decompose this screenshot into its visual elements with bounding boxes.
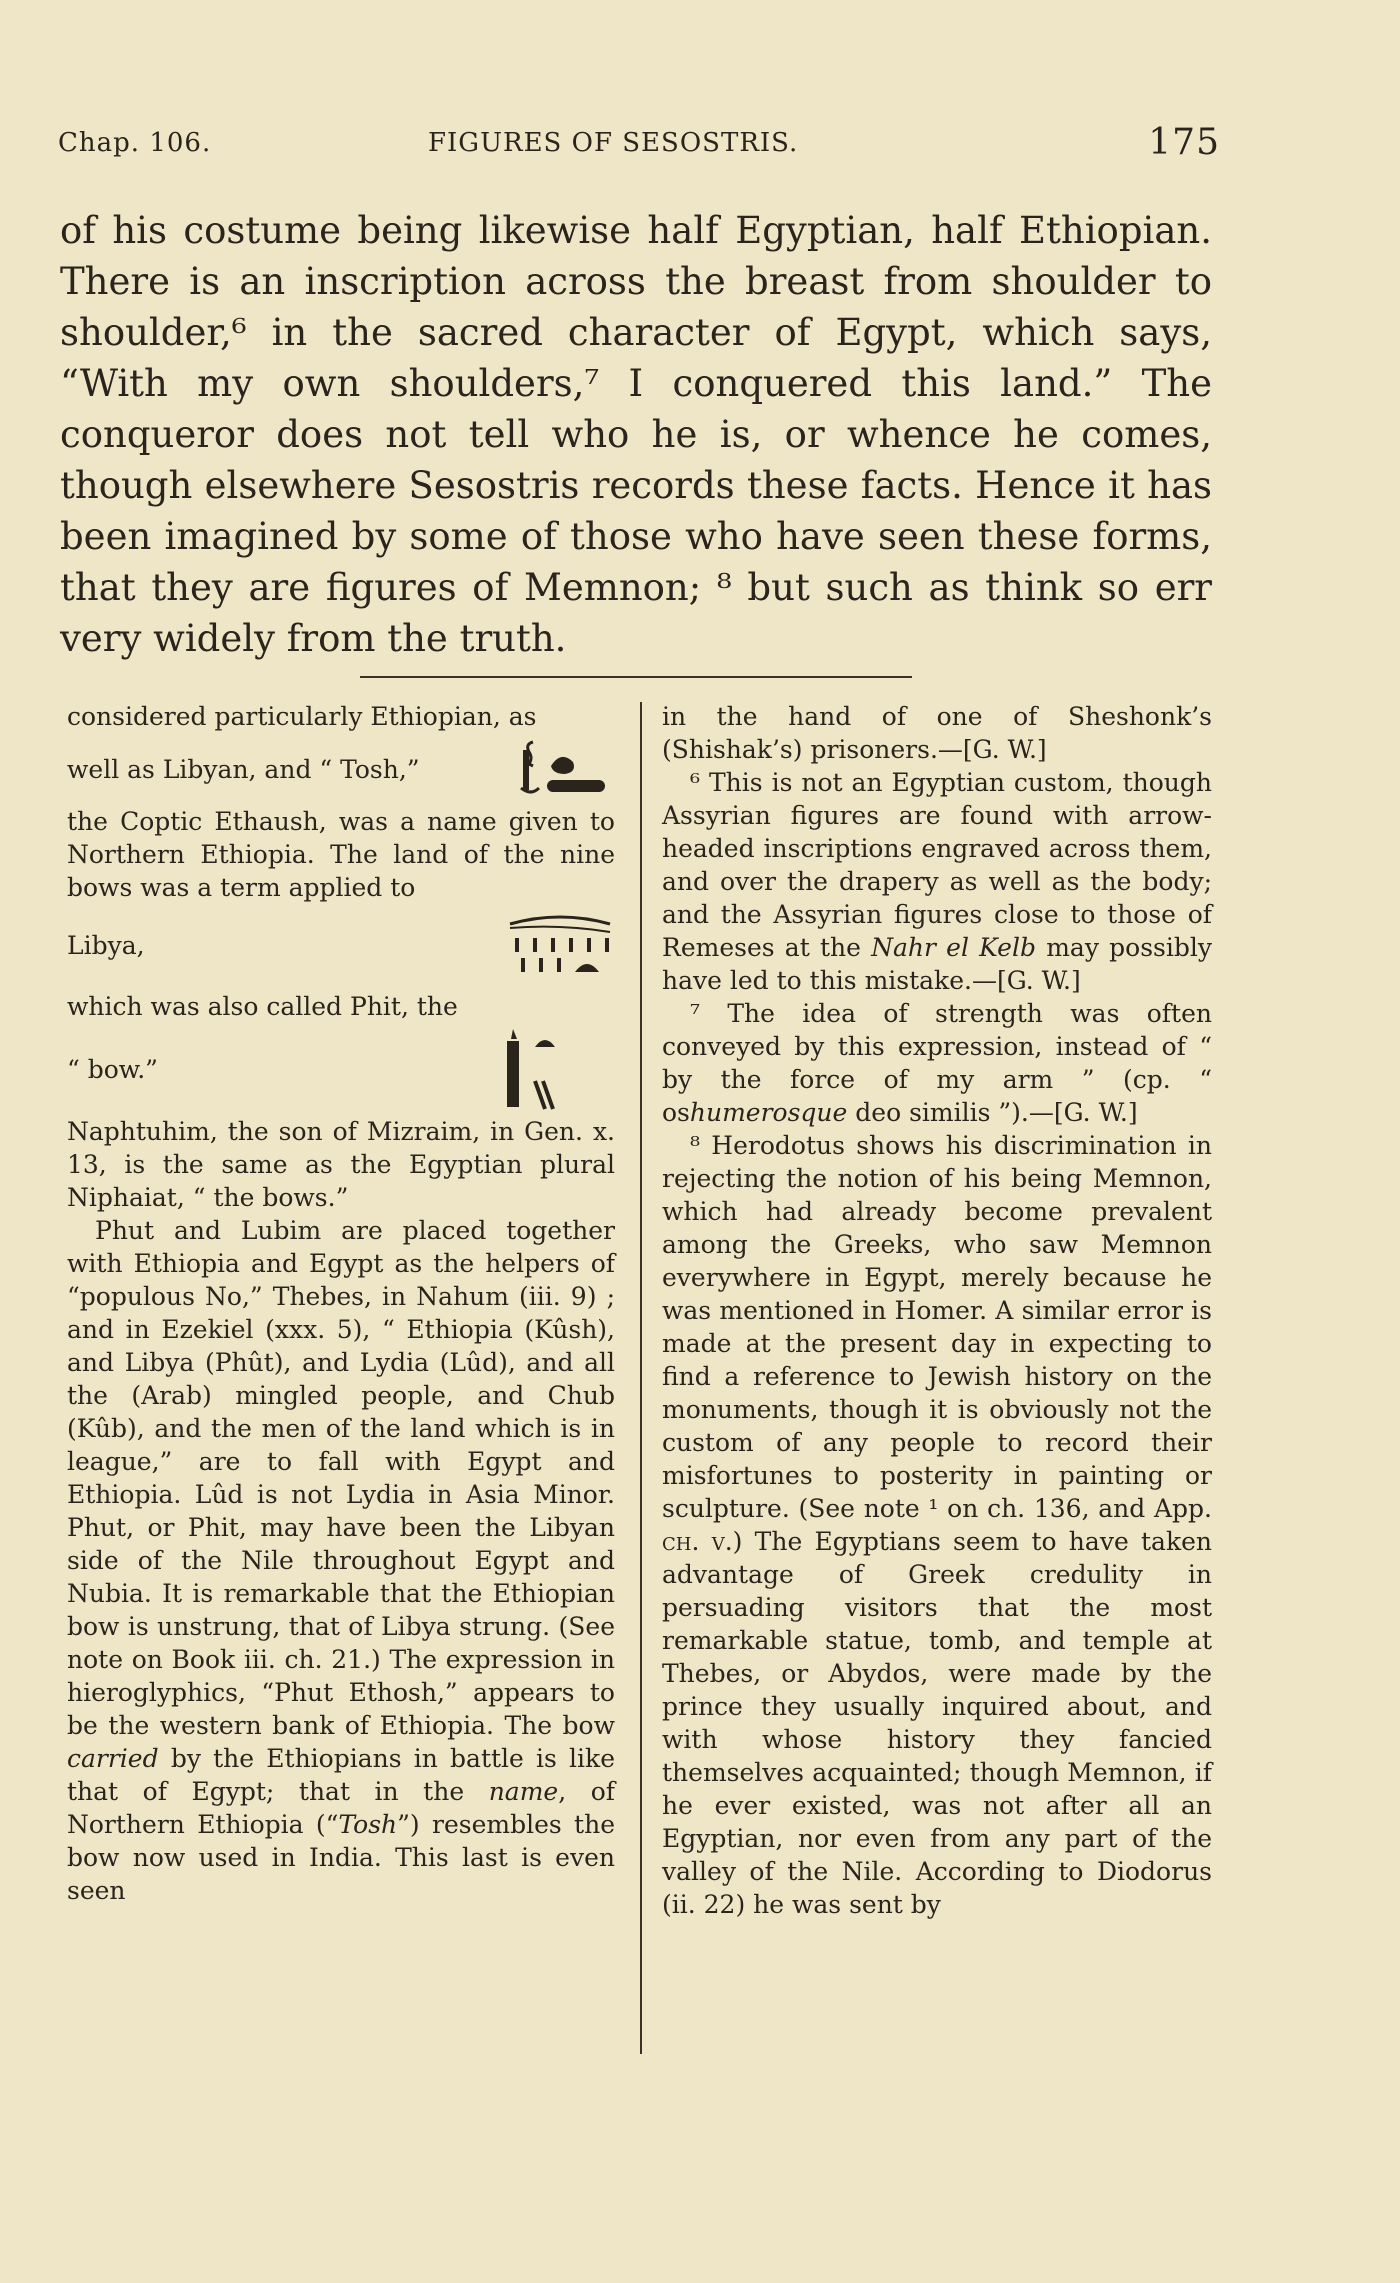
bow-row (67, 1023, 615, 1115)
column-divider (640, 702, 642, 2054)
which-line: which was also called Phit, the (67, 992, 458, 1021)
footnotes-right-column (662, 700, 1212, 1921)
page-title: FIGURES OF SESOSTRIS. (428, 128, 799, 158)
running-head (58, 122, 1220, 166)
libya-text: Libya, (67, 930, 145, 960)
footnotes-left-column (67, 700, 615, 1907)
page-number: 175 (1148, 122, 1220, 163)
phit-hieroglyph-icon (499, 1025, 579, 1113)
right-para-1: in the hand of one of Sheshonk’s (Shishak’s) prisoners.—[G. W.] (662, 702, 1212, 764)
left-line-1: considered particularly Ethiopian, as (67, 702, 537, 731)
libya-row (67, 904, 615, 986)
tosh-hieroglyph-icon (515, 736, 615, 802)
left-para-1: the Coptic Ethaush, was a name given to Northern Ethiopia. The land of the nine bows was a term applied to (67, 807, 615, 902)
left-para-3: Phut and Lubim are placed together with Ethiopia and Egypt as the helpers of “populous No,” Thebes, in Nahum (iii. 9) ; and in Ezekiel (xxx. 5), “ Ethiopia (Kûsh), and Libya (Phût), and Lydia (Lûd), and all the (Arab) mingled people, and Chub (Kûb), and the men of the land which is in league,” are to fall with Egypt and Ethiopia. Lûd is not Lydia in Asia Minor. Phut, or Phit, may have been the Libyan side of the Nile throughout Egypt and Nubia. It is remarkable that the Ethiopian bow is unstrung, that of Libya strung. (See note on Book iii. ch. 21.) The expression in hieroglyphics, “Phut Ethosh,” appears to be the western bank of Ethiopia. The bow carried by the Ethiopians in battle is like that of Egypt; that in the name, of Northern Ethiopia (“Tosh”) resembles the bow now used in India. This last is even seen (67, 1216, 616, 1905)
section-divider (360, 676, 912, 678)
footnote-7: ⁷ The idea of strength was often conveyed by this expression, instead of “ by the force of my arm ” (cp. “ oshumerosque deo similis ”).—[G. W.] (662, 999, 1212, 1127)
main-paragraph: of his costume being likewise half Egyptian, half Ethiopian. There is an inscription across the breast from shoulder to shoulder,⁶ in the sacred character of Egypt, which says, “With my own shoulders,⁷ I conquered this land.” The conqueror does not tell who he is, or whence he comes, though elsewhere Sesostris records these facts. Hence it has been imagined by some of those who have seen these forms, that they are figures of Memnon; ⁸ but such as think so err very widely from the truth. (60, 209, 1212, 660)
left-para-2: Naphtuhim, the son of Mizraim, in Gen. x. 13, is the same as the Egyptian plural Niphaiat, “ the bows.” (67, 1117, 615, 1212)
bow-text: “ bow.” (67, 1054, 158, 1084)
footnote-6: ⁶ This is not an Egyptian custom, though Assyrian figures are found with arrow-headed inscriptions engraved across them, and over the drapery as well as the body; and the Assyrian figures close to those of Remeses at the Nahr el Kelb may possibly have led to this mistake.—[G. W.] (662, 768, 1212, 995)
tosh-text: well as Libyan, and “ Tosh,” (67, 754, 420, 784)
nine-bows-hieroglyph-icon (505, 914, 615, 976)
main-text (60, 205, 1212, 664)
chapter-label: Chap. 106. (58, 128, 212, 158)
footnote-8: ⁸ Herodotus shows his discrimination in rejecting the notion of his being Memnon, which had already become prevalent among the Greeks, who saw Memnon everywhere in Egypt, merely because he was mentioned in Homer. A similar error is made at the present day in expecting to find a reference to Jewish history on the monuments, though it is obviously not the custom of any people to record their misfortunes to posterity in painting or sculpture. (See note ¹ on ch. 136, and App. ch. v.) The Egyptians seem to have taken advantage of Greek credulity in persuading visitors that the most remarkable statue, tomb, and temple at Thebes, or Abydos, were made by the prince they usually inquired about, and with whose history they fancied themselves acquainted; though Memnon, if he ever existed, was not after all an Egyptian, nor even from any part of the valley of the Nile. According to Diodorus (ii. 22) he was sent by (662, 1131, 1213, 1919)
tosh-row (67, 733, 615, 805)
